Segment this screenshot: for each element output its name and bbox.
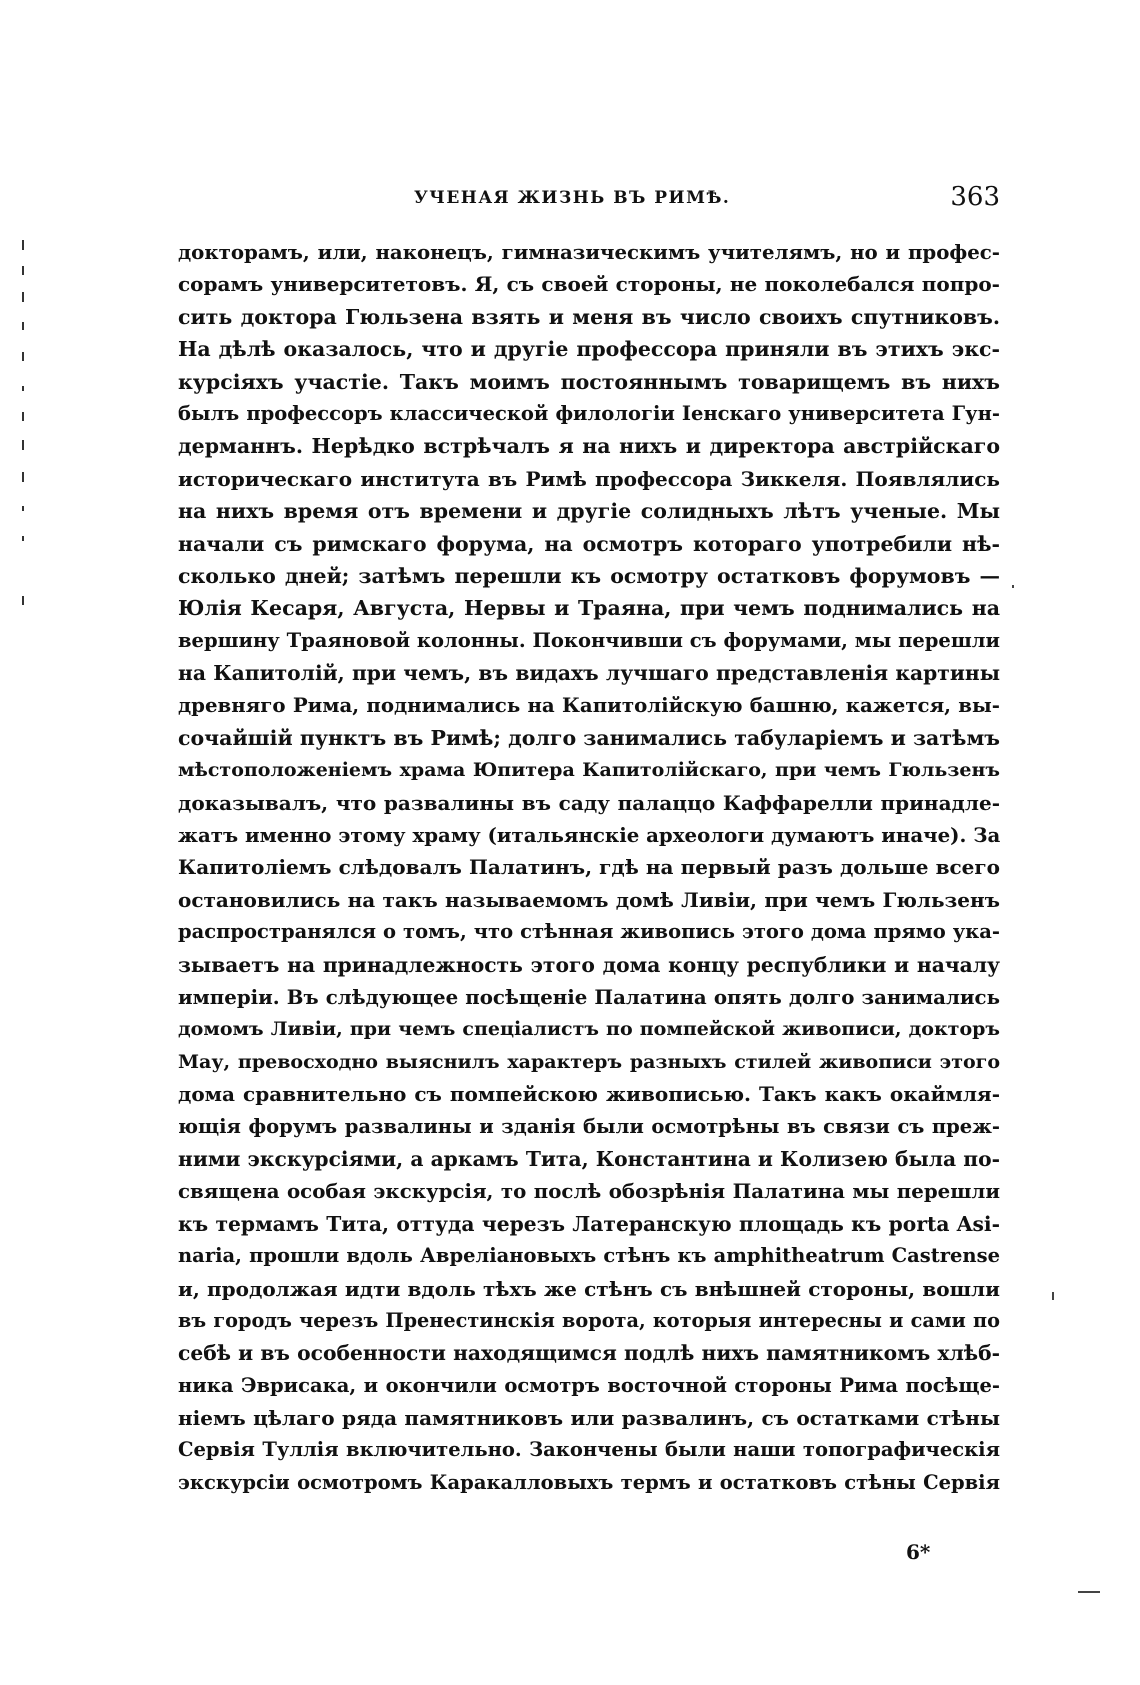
text-line: распространялся о томъ, что стѣнная живопись этого дома прямо ука- [178, 920, 1000, 944]
page-number: 363 [950, 182, 1000, 212]
text-line: священа особая экскурсія, то послѣ обозрѣнія Палатина мы перешли [178, 1179, 1000, 1204]
text-line: остановились на такъ называемомъ домѣ Ливіи, при чемъ Гюльзенъ [178, 887, 1000, 912]
running-title: УЧЕНАЯ ЖИЗНЬ ВЪ РИМѢ. [414, 188, 731, 208]
margin-tick [22, 322, 24, 330]
text-line: къ термамъ Тита, оттуда черезъ Латеранскую площадь къ porta Asi- [178, 1211, 1000, 1236]
margin-tick [22, 412, 24, 421]
margin-tick [22, 292, 24, 302]
text-line: себѣ и въ особенности находящимся подлѣ нихъ памятникомъ хлѣб- [178, 1341, 1000, 1366]
text-line: доказывалъ, что развалины въ саду палаццо Каффарелли принадле- [178, 790, 1000, 815]
margin-tick [22, 352, 24, 361]
margin-tick [22, 266, 24, 275]
text-line: дерманнъ. Нерѣдко встрѣчалъ я на нихъ и директора австрійскаго [178, 434, 1000, 459]
text-line: и, продолжая идти вдоль тѣхъ же стѣнъ съ внѣшней стороны, вошли [178, 1276, 1000, 1301]
text-line: Капитоліемъ слѣдовалъ Палатинъ, гдѣ на первый разъ дольше всего [178, 855, 1000, 880]
scan-speck [1012, 585, 1014, 588]
text-line: сить доктора Гюльзена взять и меня въ число своихъ спутниковъ. [178, 304, 1000, 329]
margin-tick [22, 240, 24, 250]
text-line: Сервія Туллія включительно. Закончены были наши топографическія [178, 1438, 1000, 1462]
text-line: экскурсіи осмотромъ Каракалловыхъ термъ и остатковъ стѣны Сервія [178, 1470, 1000, 1494]
text-line: дома сравнительно съ помпейскою живописью. Такъ какъ окаймля- [178, 1082, 1000, 1107]
body-text [178, 236, 1000, 1499]
text-line: былъ профессоръ классической филологіи Іенскаго университета Гун- [178, 401, 1000, 425]
text-line: мѣстоположеніемъ храма Юпитера Капитолійскаго, при чемъ Гюльзенъ [178, 759, 1000, 782]
text-line: на Капитолій, при чемъ, въ видахъ лучшаго представленія картины [178, 661, 1000, 686]
text-line: историческаго института въ Римѣ профессора Зиккеля. Появлялись [178, 466, 1000, 491]
page-header [178, 182, 1000, 216]
text-line: сорамъ университетовъ. Я, съ своей стороны, не поколебался попро- [178, 272, 1000, 297]
margin-tick [22, 386, 24, 391]
text-line: ними экскурсіями, а аркамъ Тита, Константина и Колизею была по- [178, 1146, 1000, 1171]
margin-tick [22, 506, 24, 511]
text-line: ющія форумъ развалины и зданія были осмотрѣны въ связи съ преж- [178, 1114, 1000, 1138]
margin-tick [22, 472, 24, 482]
text-line: Мау, превосходно выяснилъ характеръ разныхъ стилей живописи этого [178, 1050, 1000, 1073]
text-line: на нихъ время отъ времени и другіе солидныхъ лѣтъ ученые. Мы [178, 499, 1000, 524]
text-line: сочайшій пунктъ въ Римѣ; долго занимались табуларіемъ и затѣмъ [178, 725, 1000, 750]
signature-mark: 6* [906, 1540, 931, 1564]
text-line: курсіяхъ участіе. Такъ моимъ постояннымъ товарищемъ въ нихъ [178, 369, 1000, 394]
scan-dash-mark [1078, 1591, 1100, 1593]
scan-speck [1052, 1292, 1054, 1300]
text-line: ніемъ цѣлаго ряда памятниковъ или развалинъ, съ остатками стѣны [178, 1406, 1000, 1431]
text-line: вершину Траяновой колонны. Покончивши съ форумами, мы перешли [178, 628, 1000, 652]
text-line: Юлія Кесаря, Августа, Нервы и Траяна, при чемъ поднимались на [178, 596, 1000, 621]
text-line: жатъ именно этому храму (итальянскіе археологи думаютъ иначе). За [178, 823, 1000, 848]
text-line: докторамъ, или, наконецъ, гимназическимъ учителямъ, но и профес- [178, 240, 1000, 264]
text-line: ника Эврисака, и окончили осмотръ восточной стороны Рима посѣще- [178, 1373, 1000, 1397]
margin-tick [22, 596, 24, 605]
text-line: домомъ Ливіи, при чемъ спеціалистъ по помпейской живописи, докторъ [178, 1018, 1000, 1041]
text-line: имперіи. Въ слѣдующее посѣщеніе Палатина опять долго занимались [178, 984, 1000, 1009]
text-line: зываетъ на принадлежность этого дома концу республики и началу [178, 952, 1000, 977]
text-line: въ городъ черезъ Пренестинскія ворота, которыя интересны и сами по [178, 1308, 1000, 1332]
text-line: древняго Рима, поднимались на Капитолійскую башню, кажется, вы- [178, 693, 1000, 718]
text-line: naria, прошли вдоль Авреліановыхъ стѣнъ къ amphitheatrum Castrense [178, 1244, 1000, 1268]
text-line: сколько дней; затѣмъ перешли къ осмотру остатковъ форумовъ — [178, 563, 1000, 588]
text-line: На дѣлѣ оказалось, что и другіе профессора приняли въ этихъ экс- [178, 337, 1000, 362]
margin-tick [22, 440, 24, 450]
margin-tick [22, 536, 24, 541]
text-line: начали съ римскаго форума, на осмотръ котораго употребили нѣ- [178, 531, 1000, 556]
left-margin-marks [22, 240, 42, 720]
